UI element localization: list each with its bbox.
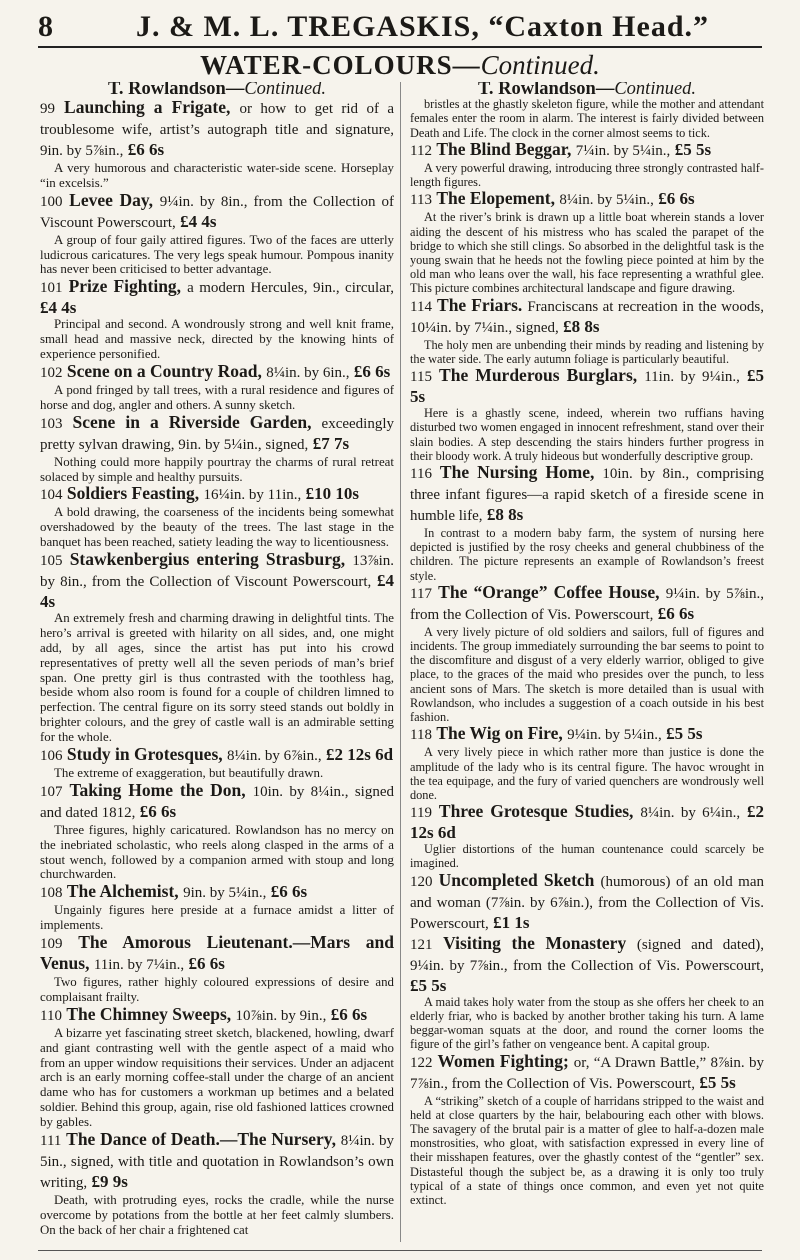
lot-name: The Chimney Sweeps,	[66, 1003, 232, 1024]
catalogue-entry	[40, 413, 394, 485]
lot-description: Three figures, highly caricatured. Rowlandson has no mercy on the inebriated scholastic, who reels along clasped in the arms of a stout wench, followed by a companion armed with stoup and long churchwarden.	[40, 822, 394, 882]
lot-details: or how to get rid of a troublesome wife, artist’s autograph title and signature, 9in. by 5⅞in.,	[40, 100, 394, 159]
catalogue-entry	[40, 781, 394, 883]
lot-description: A very lively picture of old soldiers and sailors, full of figures and incidents. The group immediately surrounding the bar seems to point to the discomfiture and disgust of a very elderly warrior, obliged to give place, to the graces of the maid who presides over the punch, to less ancient sons of Mars. The sketch is more detailed than is usual with Rowlandson, who includes a suggestion of a coach outside in his best fashion.	[410, 624, 764, 725]
lot-details: 9in. by 5¼in.,	[183, 885, 267, 902]
entry-title	[40, 362, 394, 383]
page-header	[38, 10, 762, 44]
entry-title	[410, 802, 764, 842]
lot-price: £9 9s	[91, 1171, 128, 1191]
lot-description: Nothing could more happily pourtray the charms of rural retreat solaced by simple and healthy pursuits.	[40, 454, 394, 484]
section-title-main: WATER-COLOURS—	[200, 50, 481, 80]
lot-price: £6 6s	[353, 361, 391, 381]
lot-details: 11in. by 7¼in.,	[93, 957, 185, 973]
lot-details: 10⅞in. by 9in.,	[235, 1007, 327, 1024]
lot-number: 111	[40, 1132, 62, 1149]
lot-price: £6 6s	[330, 1004, 368, 1024]
catalogue-entry	[40, 484, 394, 550]
lot-name: The Murderous Burglars,	[439, 365, 638, 386]
entry-title	[410, 463, 764, 526]
lot-number: 104	[40, 487, 63, 504]
section-title	[38, 50, 762, 81]
lot-details: 8¼in. by 6in.,	[266, 364, 350, 381]
lot-name: The Dance of Death.—The Nursery,	[66, 1128, 336, 1149]
lot-description: A bold drawing, the coarseness of the incidents being somewhat overshadowed by the beauty of the trees. The last stage in the banquet has been reached, satiety leading the way to licentiousness.	[40, 505, 394, 550]
lot-number: 107	[40, 783, 63, 800]
lot-details: Franciscans at recreation in the woods, 10¼in. by 7¼in., signed,	[410, 298, 764, 336]
lot-number: 109	[40, 936, 63, 952]
lot-description: Two figures, rather highly coloured expressions of desire and complaisant frailty.	[40, 975, 394, 1004]
lot-price: £5 5s	[410, 366, 764, 407]
lot-number: 112	[410, 142, 432, 159]
lot-price: £4 4s	[40, 298, 77, 318]
lot-number: 120	[410, 873, 433, 890]
lot-description: A maid takes holy water from the stoup as she offers her cheek to an elderly friar, who is backed by another brother taking his turn. A lame beggar-woman squats at the door, and round the corner looms the figure of the girl’s father on vengeance bent. A capital group.	[410, 994, 764, 1052]
lot-number: 102	[40, 364, 63, 381]
lot-description: A “striking” sketch of a couple of harridans stripped to the waist and held at close quarters by the hair, belabouring each other with blows. The savagery of the brutal pair is a matter of glee to half-a-dozen male monstrosities, who gloat, with satisfaction expressed in every line of their misshapen features, over the ghastly contest of the “gentler” sex. Distasteful though the subject be, as a drawing it is only too truly typical of a state of things once common, and even yet not quite extinct.	[410, 1093, 764, 1208]
lot-name: Prize Fighting,	[68, 276, 182, 297]
catalogue-entry	[40, 745, 394, 781]
lot-description: An extremely fresh and charming drawing in delightful tints. The hero’s arrival is greeted with hilarity on all sides, and, one might add, by all ages, since the artist has put into his crowd representatives of pretty well all the seven periods of man’s brief span. One pretty girl is thus contrasted with the toothless hag, beside whom also room is found for a couple of children limned to perfection. The central figure on its sorry steed stands out boldly in brighter colours, and the grey of castle wall is an admirable setting for the whole.	[40, 611, 394, 744]
lot-description: The extreme of exaggeration, but beautifully drawn.	[54, 765, 324, 780]
entry-title	[40, 781, 394, 823]
lot-number: 105	[40, 553, 63, 569]
catalogue-entry	[40, 550, 394, 745]
lot-name: Women Fighting;	[437, 1050, 569, 1071]
catalogue-entry	[410, 189, 764, 295]
column-heading	[40, 82, 394, 97]
lot-price: £2 12s 6d	[410, 802, 764, 843]
lot-name: Scene in a Riverside Garden,	[72, 411, 312, 432]
lot-description: In contrast to a modern baby farm, the system of nursing here depicted is justified by the rosy cheeks and general chubbiness of the children. The picture represents an example of Rowlandson’s freest style.	[410, 525, 764, 583]
entry-title	[40, 745, 394, 766]
entry-title	[410, 871, 764, 934]
entry-title	[40, 98, 394, 161]
entry-title	[40, 413, 394, 455]
lot-name: Uncompleted Sketch	[438, 869, 595, 890]
catalogue-entry	[410, 463, 764, 583]
lot-number: 122	[410, 1054, 433, 1071]
lot-number: 110	[40, 1007, 62, 1024]
lot-price: £5 5s	[674, 139, 712, 159]
catalogue-entry	[40, 277, 394, 362]
entry-title	[40, 550, 394, 611]
lot-number: 121	[410, 936, 433, 953]
lot-number: 108	[40, 885, 63, 902]
catalogue-entry	[410, 366, 764, 463]
lot-details: 9¼in. by 5⅞in., from the Collection of Vis. Powerscourt,	[410, 585, 764, 623]
lot-name: The Alchemist,	[66, 881, 179, 902]
continued-description: bristles at the ghastly skeleton figure, while the mother and attendant females enter the room in alarm. The interest is fairly divided between Death and Life. The clock in the corner almost seems to tick.	[410, 97, 764, 140]
lot-number: 115	[410, 369, 432, 386]
footer-rule	[38, 1250, 762, 1251]
lot-name: The Friars.	[437, 294, 523, 315]
lot-details: 11in. by 9¼in.,	[644, 369, 740, 386]
lot-price: £4 4s	[40, 571, 394, 611]
lot-details: 10in. by 8in., comprising three infant figures—a rapid sketch of a fireside scene in humble life,	[410, 465, 764, 524]
lot-price: £1 1s	[493, 912, 530, 932]
lot-description: The holy men are unbending their minds by reading and listening by the water side. The early autumn foliage is particularly beautiful.	[410, 337, 764, 366]
lot-details: a modern Hercules, 9in., circular,	[187, 280, 394, 297]
lot-price: £2 12s 6d	[325, 744, 394, 764]
catalogue-entry	[410, 724, 764, 802]
entry-title	[40, 191, 394, 233]
lot-price: £4 4s	[180, 211, 217, 231]
lot-name: Soldiers Feasting,	[66, 483, 200, 504]
entry-title	[410, 366, 764, 406]
catalogue-entry	[40, 191, 394, 278]
lot-description: Here is a ghastly scene, indeed, wherein two ruffians having disturbed two women engaged in innocent refreshment, stand over their slain bodies. A step descending the stairs hinders further progress in their bloody work. A truly hideous but wonderfully descriptive group.	[410, 406, 764, 463]
catalogue-entry	[410, 871, 764, 934]
lot-price: £5 5s	[699, 1072, 736, 1092]
lot-details: 8¼in. by 5in., signed, with title and quotation in Rowlandson’s own writing,	[40, 1132, 394, 1191]
column-heading-cont: Continued.	[244, 82, 327, 99]
lot-description: Death, with protruding eyes, rocks the cradle, while the nurse overcome by potations from the bottle at her feet calmly slumbers. On the back of her chair a frightened cat	[40, 1192, 394, 1237]
column-heading	[410, 82, 764, 99]
lot-details: or, “A Drawn Battle,” 8⅞in. by 7⅞in., from the Collection of Vis. Powerscourt,	[410, 1054, 764, 1092]
entry-title	[410, 140, 764, 161]
column-heading-cont: Continued.	[614, 82, 697, 99]
lot-details: 8¼in. by 5¼in.,	[559, 192, 654, 209]
left-column	[40, 82, 394, 1247]
entry-title	[410, 934, 764, 995]
lot-price: £6 6s	[127, 139, 165, 159]
lot-description: A group of four gaily attired figures. Two of the faces are utterly ludicrous caricatures. The very legs speak humour. Pompous inanity has never been criticised to better advantage.	[40, 232, 394, 277]
right-column	[410, 82, 764, 1247]
catalogue-entry	[410, 140, 764, 189]
lot-details: 13⅞in. by 8in., from the Collection of Viscount Powerscourt,	[40, 553, 394, 590]
lot-name: The Blind Beggar,	[436, 138, 572, 159]
catalogue-entry	[410, 934, 764, 1052]
lot-name: The Nursing Home,	[439, 461, 595, 482]
lot-number: 114	[410, 298, 432, 315]
lot-description: A very humorous and characteristic water-side scene. Horseplay “in excelsis.”	[40, 160, 394, 190]
lot-price: £6 6s	[139, 801, 177, 821]
catalogue-entry	[40, 1130, 394, 1238]
lot-details: 9¼in. by 8in., from the Collection of Viscount Powerscourt,	[40, 193, 394, 231]
lot-number: 117	[410, 585, 432, 602]
section-title-cont: Continued.	[480, 50, 600, 80]
catalogue-entry	[410, 802, 764, 870]
lot-details: (humorous) of an old man and woman (7⅞in. by 6⅞in.), from the Collection of Vis. Powerscourt,	[410, 873, 764, 932]
lot-price: £10 10s	[305, 484, 360, 504]
lot-price: £8 8s	[486, 504, 524, 524]
lot-description: A very lively piece in which rather more than justice is done the amplitude of the lady who is its central figure. The havoc wrought in the tea equipage, and the fury of varied quenchers are wondrously well done.	[410, 745, 764, 802]
lot-details: (signed and dated), 9¼in. by 7⅞in., from the Collection of Vis. Powerscourt,	[410, 936, 764, 974]
lot-details: 8¼in. by 6⅞in.,	[227, 747, 322, 764]
lot-number: 99	[40, 100, 55, 117]
lot-details: 16¼in. by 11in.,	[203, 487, 302, 504]
lot-price: £6 6s	[657, 603, 695, 623]
lot-number: 118	[410, 727, 432, 744]
entry-title	[40, 882, 394, 903]
entry-title	[40, 277, 394, 317]
lot-price: £8 8s	[563, 316, 600, 336]
column-heading-name: T. Rowlandson—	[477, 82, 615, 99]
entry-title	[410, 1052, 764, 1094]
lot-number: 106	[40, 747, 63, 764]
entry-title	[410, 583, 764, 625]
lot-name: Stawkenbergius entering Strasburg,	[69, 549, 346, 569]
catalogue-entry	[40, 933, 394, 1005]
lot-name: The “Orange” Coffee House,	[438, 581, 660, 602]
lot-number: 116	[410, 465, 432, 482]
publisher-title: J. & M. L. TREGASKIS, “Caxton Head.”	[136, 10, 710, 43]
lot-price: £6 6s	[270, 882, 308, 902]
page-number: 8	[38, 10, 53, 43]
entry-title	[40, 933, 394, 975]
entry-title	[410, 724, 764, 745]
lot-price: £5 5s	[666, 724, 703, 744]
lot-number: 113	[410, 192, 432, 209]
lot-price: £6 6s	[658, 189, 695, 209]
header-rule	[38, 46, 762, 48]
catalogue-entry	[410, 1052, 764, 1208]
lot-price: £5 5s	[410, 975, 447, 995]
lot-name: Launching a Frigate,	[64, 96, 231, 117]
entry-title	[40, 1130, 394, 1193]
lot-number: 119	[410, 805, 432, 822]
lot-description: A bizarre yet fascinating street sketch, blackened, howling, dwarf and giant contrasting well with the gentle aspect of a maid who from an upper window requisitions their services. Under an adjacent arch is an early morning coffee-stall under the charge of an ancient dame who has for customers a workman up betimes and a belated soldier. Behind this group, again, rise old fashioned lattices crowned by gables.	[40, 1025, 394, 1129]
lot-details: 9¼in. by 5¼in.,	[567, 727, 662, 744]
lot-number: 100	[40, 193, 63, 210]
lot-description: A pond fringed by tall trees, with a rural residence and figures of horse and dog, angler and others. A sunny sketch.	[40, 382, 394, 412]
lot-details: exceedingly pretty sylvan drawing, 9in. by 5¼in., signed,	[40, 415, 394, 453]
column-heading-name: T. Rowlandson—	[107, 82, 245, 99]
lot-name: Study in Grotesques,	[66, 743, 223, 764]
catalogue-entry	[40, 362, 394, 413]
lot-name: The Amorous Lieutenant.—Mars and Venus,	[40, 932, 394, 973]
lot-name: Scene on a Country Road,	[66, 360, 262, 381]
lot-number: 101	[40, 280, 63, 297]
lot-name: The Elopement,	[436, 188, 555, 209]
lot-description: Principal and second. A wondrously strong and well knit frame, small head and massive neck, directed by the knowing hints of experience personified.	[40, 317, 394, 361]
lot-description: Ungainly figures here preside at a furnace amidst a litter of implements.	[40, 903, 394, 933]
catalogue-entry	[40, 882, 394, 933]
lot-price: £7 7s	[312, 433, 350, 453]
catalogue-entry	[40, 98, 394, 191]
lot-name: The Wig on Fire,	[436, 723, 563, 744]
catalogue-entry	[410, 583, 764, 725]
lot-name: Visiting the Monastery	[443, 932, 627, 953]
catalogue-entry	[40, 1005, 394, 1130]
lot-details: 10in. by 8¼in., signed and dated 1812,	[40, 783, 394, 821]
lot-name: Levee Day,	[69, 189, 154, 210]
entry-title	[40, 484, 394, 505]
entry-title	[410, 296, 764, 338]
lot-description: Uglier distortions of the human countenance could scarcely be imagined.	[410, 842, 764, 871]
lot-number: 103	[40, 415, 63, 432]
column-divider	[400, 82, 401, 1242]
lot-name: Taking Home the Don,	[69, 779, 246, 800]
entry-title	[40, 1005, 394, 1026]
lot-price: £6 6s	[188, 954, 225, 973]
lot-description: A very powerful drawing, introducing three strongly contrasted half-length figures.	[410, 160, 764, 190]
lot-details: 8¼in. by 6¼in.,	[640, 805, 741, 822]
lot-name: Three Grotesque Studies,	[438, 801, 634, 822]
lot-description: At the river’s brink is drawn up a little boat wherein stands a lover aiding the descent of his mistress who has scaled the parapet of the bridge to which she still clings. So absorbed in the delightful task is the young swain that he heeds not the fowling piece pointed at him by the old man who leans over the wall, his face representing a wrathful glee. This picture combines architectural landscape and figure drawing.	[410, 210, 764, 296]
entry-title	[410, 189, 764, 210]
catalogue-entry	[410, 296, 764, 366]
lot-details: 7¼in. by 5¼in.,	[575, 142, 671, 159]
